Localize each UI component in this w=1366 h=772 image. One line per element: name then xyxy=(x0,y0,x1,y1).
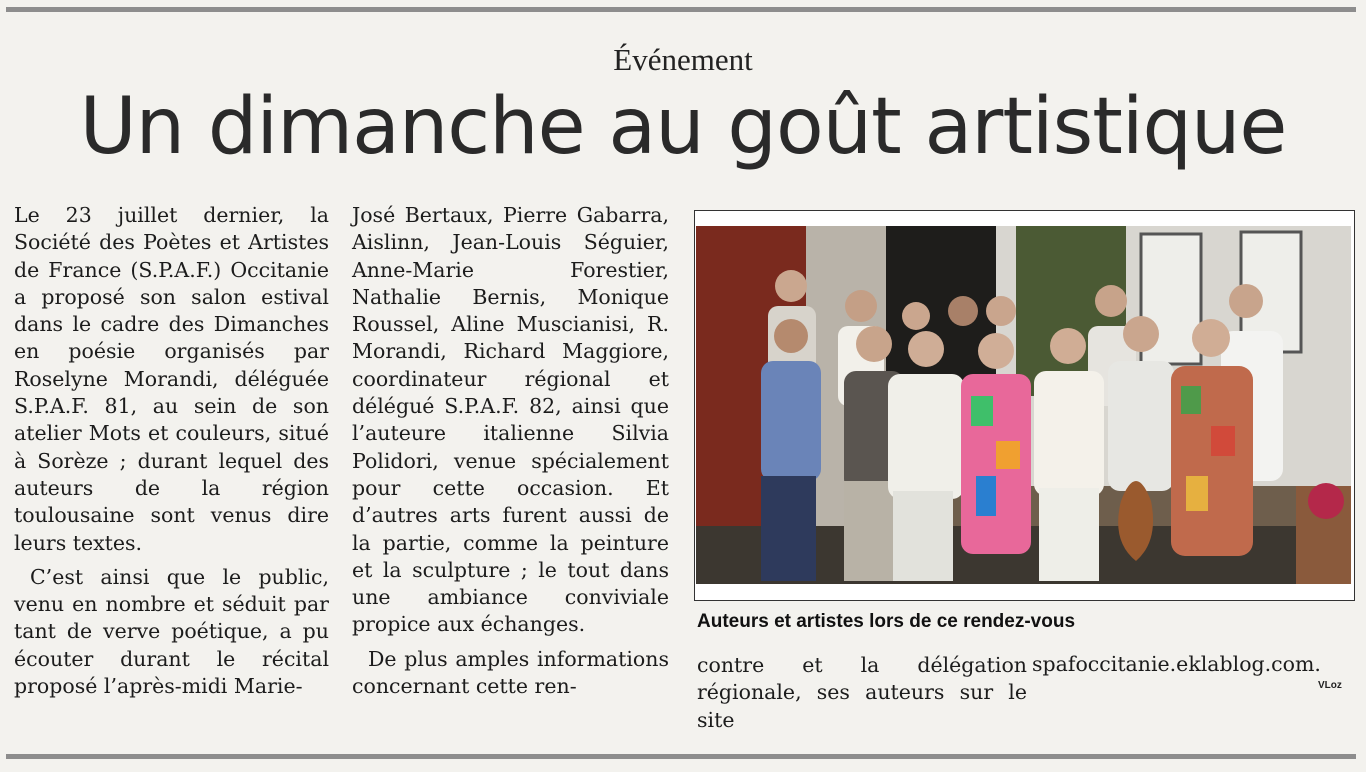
group-photo xyxy=(696,226,1351,584)
column-2 xyxy=(352,202,669,700)
column-1 xyxy=(14,202,329,700)
article-headline: Un dimanche au goût artistique xyxy=(79,82,1287,172)
column-3 xyxy=(697,652,1027,734)
top-rule xyxy=(6,7,1356,12)
author-signature: VLoz xyxy=(1318,680,1342,691)
group-photo-illustration xyxy=(696,226,1351,584)
bottom-rule xyxy=(6,754,1356,759)
section-kicker: Événement xyxy=(613,42,753,77)
paragraph-conclusion: contre et la délégation régionale, ses auteurs sur le site xyxy=(697,653,1027,732)
paragraph-public: C’est ainsi que le public, venu en nombre et séduit par tant de verve poétique, a pu écouter durant le récital proposé l’après-midi Marie- xyxy=(14,564,329,699)
paragraph-info: De plus amples informations concernant cette ren- xyxy=(352,646,669,699)
paragraph-intro: Le 23 juillet dernier, la Société des Poètes et Artistes de France (S.P.A.F.) Occitanie a proposé son salon estival dans le cadre des Dimanches en poésie organisés par Roselyne Morandi, déléguée S.P.A.F. 81, au sein de son atelier Mots et couleurs, situé à Sorèze ; durant lequel des auteurs de la région toulousaine sont venus dire leurs textes. xyxy=(14,203,329,555)
website-link-text: spafoccitanie.eklablog.com. xyxy=(1032,652,1321,676)
paragraph-authors: José Bertaux, Pierre Gabarra, Aislinn, Jean-Louis Séguier, Anne-Marie Forestier, Nathalie Bernis, Monique Roussel, Aline Muscianisi, R. Morandi, Richard Maggiore, coordinateur régional et délégué S.P.A.F. 82, ainsi que l’auteure italienne Silvia Polidori, venue spécialement pour cette occasion. Et d’autres arts furent aussi de la partie, comme la peinture et la sculpture ; le tout dans une ambiance conviviale propice aux échanges. xyxy=(352,203,669,637)
photo-caption: Auteurs et artistes lors de ce rendez-vous xyxy=(697,611,1076,632)
